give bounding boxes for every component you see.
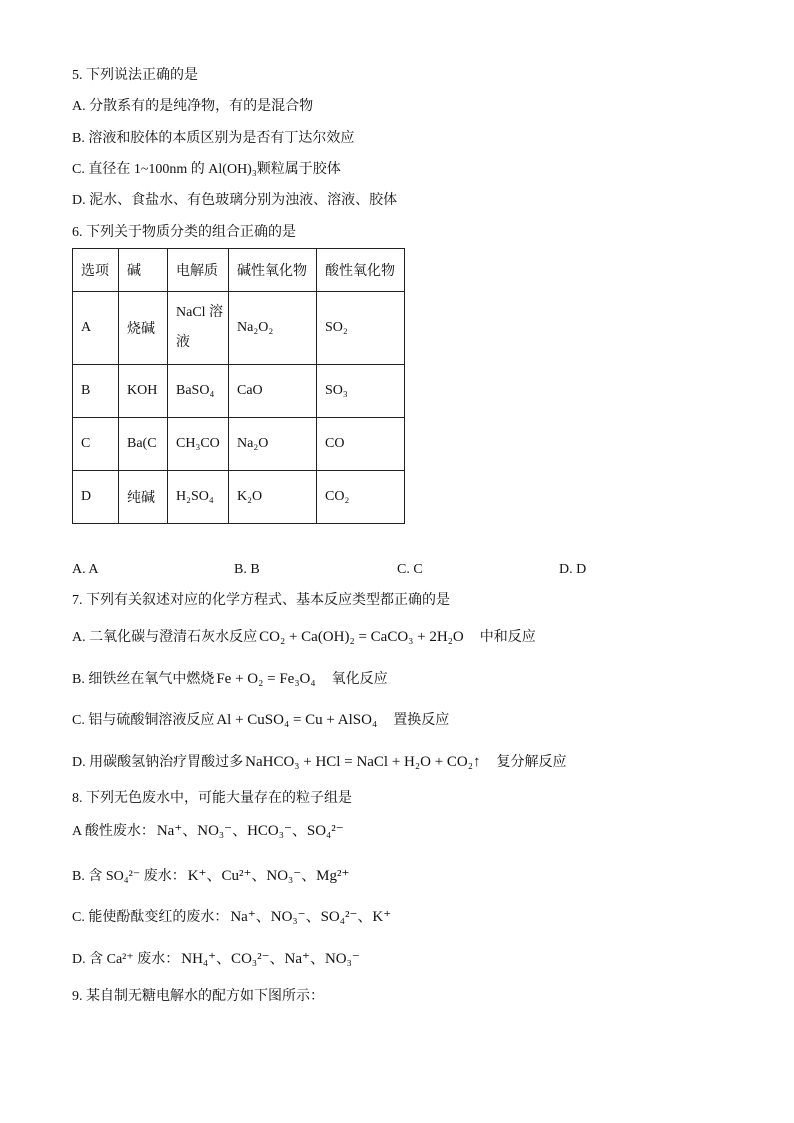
q7-option-d-label: D. 用碳酸氢钠治疗胃酸过多 [72,755,244,770]
table-header-cell: 酸性氧化物 [317,249,405,292]
table-header-cell: 碱 [119,249,168,292]
q7-option-b [72,670,388,689]
q8-option-c-ions: Na⁺、NO₃⁻、SO₄²⁻、K⁺ [230,909,392,925]
q6-option-d: D. D [559,562,587,577]
table-cell: 烧碱 [119,292,168,365]
table-header-row [73,249,405,292]
q5-option-a: A. 分散系有的是纯净物，有的是混合物 [72,99,314,114]
table-cell: KOH [119,365,168,418]
table-cell: 纯碱 [119,471,168,524]
q7-option-b-label: B. 细铁丝在氧气中燃烧 [72,672,215,687]
table-cell: H₂SO₄ [168,471,229,524]
table-cell: C [73,418,119,471]
q7-option-c-equation: Al + CuSO₄ = Cu + AlSO₄ [216,712,378,728]
table-cell: SO₃ [317,365,405,418]
table-row [73,418,405,471]
table-header-cell: 电解质 [168,249,229,292]
q8-option-a-label: A 酸性废水： [72,824,155,839]
q7-option-d-type: 复分解反应 [496,755,567,770]
q6-stem: 6. 下列关于物质分类的组合正确的是 [72,225,296,240]
table-cell: BaSO₄ [168,365,229,418]
q5-option-c: C. 直径在 1~100nm 的 Al(OH)₃颗粒属于胶体 [72,162,341,177]
table-cell: Na₂O₂ [229,292,317,365]
q7-option-a [72,628,536,647]
q8-option-d-ions: NH₄⁺、CO₃²⁻、Na⁺、NO₃⁻ [181,951,360,967]
q7-option-c [72,711,449,730]
q7-option-c-type: 置换反应 [393,713,450,728]
table-cell: K₂O [229,471,317,524]
q8-option-c-label: C. 能使酚酞变红的废水： [72,910,229,925]
q8-option-a-ions: Na⁺、NO₃⁻、HCO₃⁻、SO₄²⁻ [156,823,344,839]
q7-option-d-equation: NaHCO₃ + HCl = NaCl + H₂O + CO₂↑ [245,754,481,770]
table-cell: SO₂ [317,292,405,365]
q8-option-b-label: B. 含 SO₄²⁻ 废水： [72,869,186,884]
classification-table [72,248,405,524]
q6-option-c: C. C [397,562,423,577]
table-cell: A [73,292,119,365]
table-cell: CaO [229,365,317,418]
q8-option-d-label: D. 含 Ca²⁺ 废水： [72,952,180,967]
q7-option-b-equation: Fe + O₂ = Fe₃O₄ [216,671,316,687]
q8-option-d [72,950,364,969]
table-header-cell: 选项 [73,249,119,292]
table-cell: D [73,471,119,524]
q6-option-b: B. B [234,562,260,577]
table-cell: B [73,365,119,418]
q7-option-a-equation: CO₂ + Ca(OH)₂ = CaCO₃ + 2H₂O [259,629,464,645]
q5-option-b: B. 溶液和胶体的本质区别为是否有丁达尔效应 [72,131,355,146]
q8-option-c [72,908,395,927]
q7-option-b-type: 氧化反应 [331,672,388,687]
table-cell: NaCl 溶液 [168,292,229,365]
q9-stem: 9. 某自制无糖电解水的配方如下图所示： [72,989,324,1004]
table-cell: CO₂ [317,471,405,524]
table-cell: CO [317,418,405,471]
table-row [73,365,405,418]
table-row [73,292,405,365]
q7-option-c-label: C. 铝与硫酸铜溶液反应 [72,713,215,728]
q7-stem: 7. 下列有关叙述对应的化学方程式、基本反应类型都正确的是 [72,593,450,608]
table-cell: Ba(C [119,418,168,471]
table-row [73,471,405,524]
q5-option-d: D. 泥水、食盐水、有色玻璃分别为浊液、溶液、胶体 [72,193,398,208]
q7-option-a-type: 中和反应 [479,630,536,645]
q5-stem: 5. 下列说法正确的是 [72,68,198,83]
table-cell: Na₂O [229,418,317,471]
table-cell: CH₃CO [168,418,229,471]
q7-option-a-label: A. 二氧化碳与澄清石灰水反应 [72,630,258,645]
q8-option-b-ions: K⁺、Cu²⁺、NO₃⁻、Mg²⁺ [187,868,350,884]
q8-option-b [72,867,353,886]
q8-stem: 8. 下列无色废水中，可能大量存在的粒子组是 [72,791,352,806]
q7-option-d [72,753,566,772]
table-header-cell: 碱性氧化物 [229,249,317,292]
q6-option-a: A. A [72,562,99,577]
q8-option-a [72,822,348,841]
